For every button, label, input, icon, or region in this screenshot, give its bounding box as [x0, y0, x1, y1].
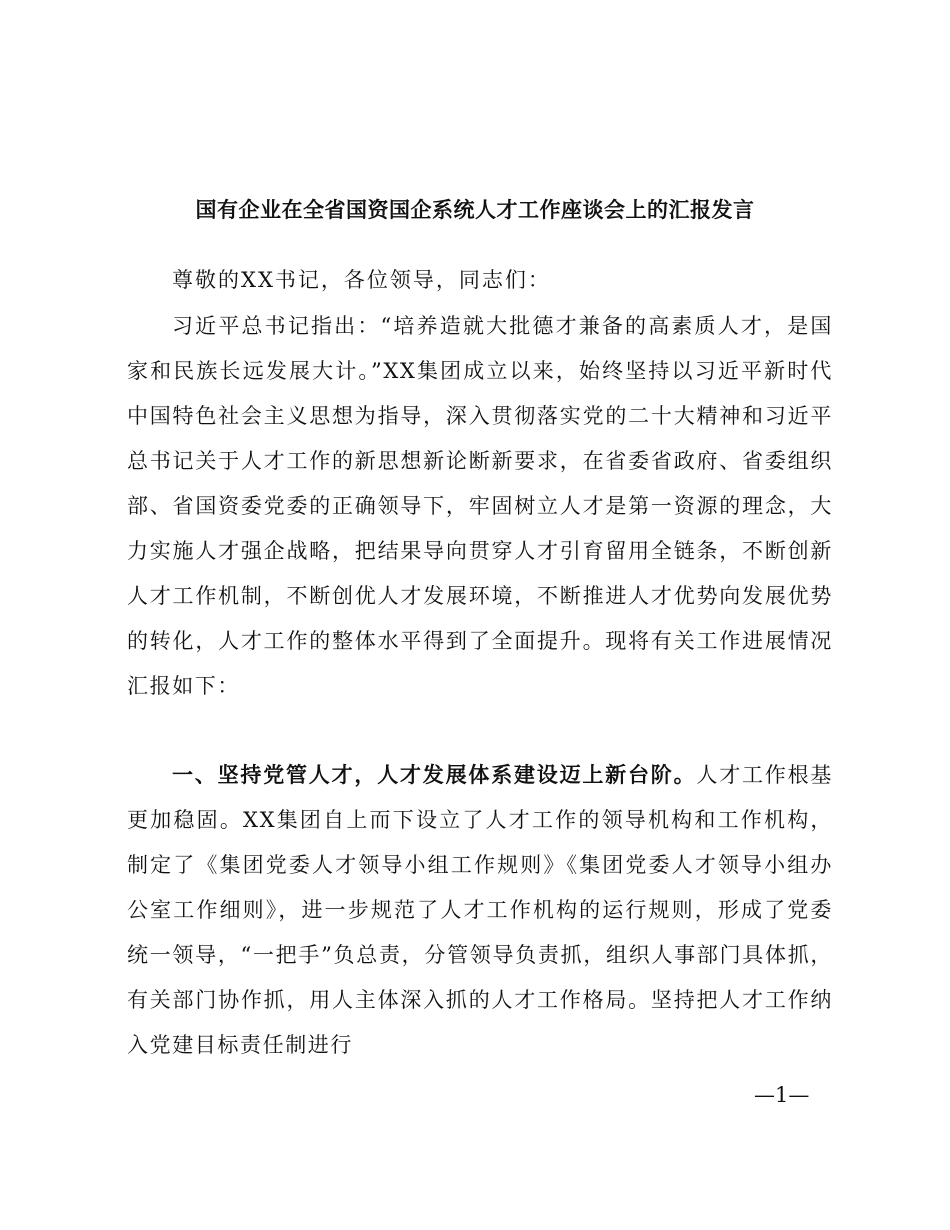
body-paragraph-2 — [127, 752, 833, 1068]
section-heading-1: 一、坚持党管人才，人才发展体系建设迈上新台阶。 — [172, 762, 697, 787]
section-body-1: 人才工作根基更加稳固。XX集团自上而下设立了人才工作的领导机构和工作机构，制定了《集团党委人才领导小组工作规则》《集团党委人才领导小组办公室工作细则》，进一步规范了人才工作机构的运行规则，形成了党委统一领导，“一把手”负总责，分管领导负责抓，组织人事部门具体抓，有关部门协作抓，用人主体深入抓的人才工作格局。坚持把人才工作纳入党建目标责任制进行 — [127, 763, 833, 1057]
page-number: —1— — [754, 1083, 810, 1107]
body-paragraph-1: 习近平总书记指出：“培养造就大批德才兼备的高素质人才，是国家和民族长远发展大计。”XX集团成立以来，始终坚持以习近平新时代中国特色社会主义思想为指导，深入贯彻落实党的二十大精神和习近平总书记关于人才工作的新思想新论断新要求，在省委省政府、省委组织部、省国资委党委的正确领导下，牢固树立人才是第一资源的理念，大力实施人才强企战略，把结果导向贯穿人才引育留用全链条，不断创新人才工作机制，不断创优人才发展环境，不断推进人才优势向发展优势的转化，人才工作的整体水平得到了全面提升。现将有关工作进展情况汇报如下： — [127, 314, 833, 698]
document-title: 国有企业在全省国资国企系统人才工作座谈会上的汇报发言 — [195, 197, 755, 222]
salutation: 尊敬的XX书记，各位领导，同志们： — [172, 268, 551, 292]
